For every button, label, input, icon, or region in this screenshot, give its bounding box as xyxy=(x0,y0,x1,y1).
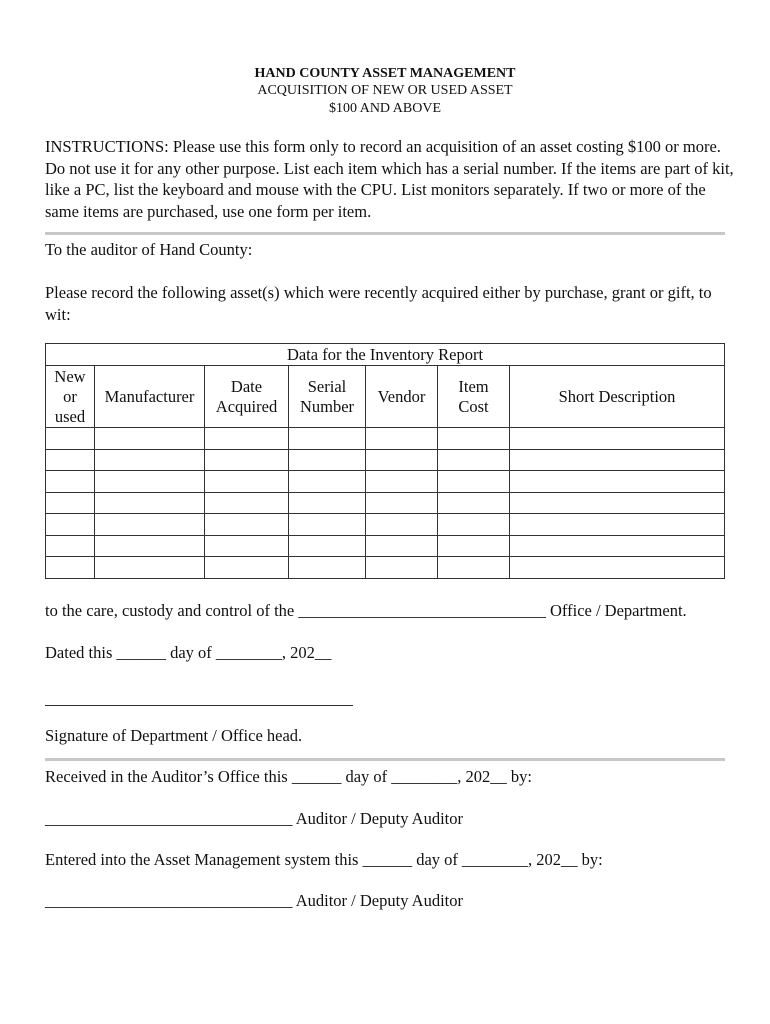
table-cell[interactable] xyxy=(510,557,725,579)
table-cell[interactable] xyxy=(366,449,438,471)
table-row xyxy=(46,535,725,557)
table-cell[interactable] xyxy=(438,557,510,579)
table-cell[interactable] xyxy=(366,428,438,450)
table-cell[interactable] xyxy=(289,557,366,579)
table-cell[interactable] xyxy=(95,471,205,493)
auditor-signature-line: ______________________________ Auditor / Deputy Auditor xyxy=(45,809,463,828)
column-header-short-description: Short Description xyxy=(510,366,725,428)
auditor-signature-line: ______________________________ Auditor / Deputy Auditor xyxy=(45,891,463,910)
table-cell[interactable] xyxy=(46,492,95,514)
table-cell[interactable] xyxy=(46,449,95,471)
received-line: Received in the Auditor’s Office this ______ day of ________, 202__ by: xyxy=(45,767,532,786)
custody-line: to the care, custody and control of the ______________________________ Office / Department. xyxy=(45,601,687,620)
inventory-table xyxy=(45,343,725,579)
form-subtitle: ACQUISITION OF NEW OR USED ASSET xyxy=(257,83,513,98)
table-caption: Data for the Inventory Report xyxy=(46,344,725,366)
table-cell[interactable] xyxy=(510,449,725,471)
table-cell[interactable] xyxy=(366,557,438,579)
table-cell[interactable] xyxy=(510,471,725,493)
table-cell[interactable] xyxy=(205,557,289,579)
table-cell[interactable] xyxy=(510,514,725,536)
signature-label: Signature of Department / Office head. xyxy=(45,726,303,745)
table-cell[interactable] xyxy=(46,471,95,493)
table-cell[interactable] xyxy=(289,514,366,536)
table-cell[interactable] xyxy=(366,535,438,557)
table-cell[interactable] xyxy=(438,492,510,514)
table-cell[interactable] xyxy=(438,428,510,450)
salutation-text: To the auditor of Hand County: xyxy=(45,240,253,259)
table-cell[interactable] xyxy=(289,535,366,557)
table-row xyxy=(46,428,725,450)
table-cell[interactable] xyxy=(205,428,289,450)
form-threshold: $100 AND ABOVE xyxy=(328,101,441,116)
table-cell[interactable] xyxy=(46,514,95,536)
column-header-date-acquired: Date Acquired xyxy=(205,366,289,428)
column-header-new-or-used: New or used xyxy=(46,366,95,428)
entered-line: Entered into the Asset Management system this ______ day of ________, 202__ by: xyxy=(45,850,603,869)
table-cell[interactable] xyxy=(366,514,438,536)
table-cell[interactable] xyxy=(46,557,95,579)
table-cell[interactable] xyxy=(510,428,725,450)
table-cell[interactable] xyxy=(95,535,205,557)
table-cell[interactable] xyxy=(366,471,438,493)
column-header-vendor: Vendor xyxy=(366,366,438,428)
table-cell[interactable] xyxy=(95,557,205,579)
form-title: HAND COUNTY ASSET MANAGEMENT xyxy=(254,66,516,81)
table-row xyxy=(46,514,725,536)
table-cell[interactable] xyxy=(289,492,366,514)
table-cell[interactable] xyxy=(205,492,289,514)
dated-line: Dated this ______ day of ________, 202__ xyxy=(45,643,332,662)
instructions-text: INSTRUCTIONS: Please use this form only to record an acquisition of an asset costing $100 or more. Do not use it for any other purpose. List each item which has a serial number. If the items are part of kit, like a PC, list the keyboard and mouse with the CPU. List monitors separately. If two or more of the same items are purchased, use one form per item. xyxy=(45,137,734,221)
table-cell[interactable] xyxy=(95,428,205,450)
table-cell[interactable] xyxy=(46,428,95,450)
table-cell[interactable] xyxy=(510,535,725,557)
table-row xyxy=(46,449,725,471)
section-divider xyxy=(45,232,725,235)
request-text: Please record the following asset(s) which were recently acquired either by purchase, grant or gift, to wit: xyxy=(45,283,712,324)
table-cell[interactable] xyxy=(438,471,510,493)
table-cell[interactable] xyxy=(438,535,510,557)
table-cell[interactable] xyxy=(95,449,205,471)
signature-line[interactable] xyxy=(45,705,353,706)
table-cell[interactable] xyxy=(205,471,289,493)
column-header-manufacturer: Manufacturer xyxy=(95,366,205,428)
table-cell[interactable] xyxy=(289,471,366,493)
table-cell[interactable] xyxy=(205,514,289,536)
table-row xyxy=(46,557,725,579)
table-cell[interactable] xyxy=(46,535,95,557)
table-cell[interactable] xyxy=(95,514,205,536)
table-cell[interactable] xyxy=(438,449,510,471)
section-divider xyxy=(45,758,725,761)
column-header-item-cost: Item Cost xyxy=(438,366,510,428)
table-cell[interactable] xyxy=(289,428,366,450)
table-cell[interactable] xyxy=(510,492,725,514)
column-header-serial-number: Serial Number xyxy=(289,366,366,428)
table-row xyxy=(46,471,725,493)
table-cell[interactable] xyxy=(366,492,438,514)
table-cell[interactable] xyxy=(95,492,205,514)
table-cell[interactable] xyxy=(205,535,289,557)
table-cell[interactable] xyxy=(205,449,289,471)
table-cell[interactable] xyxy=(289,449,366,471)
table-cell[interactable] xyxy=(438,514,510,536)
table-row xyxy=(46,492,725,514)
